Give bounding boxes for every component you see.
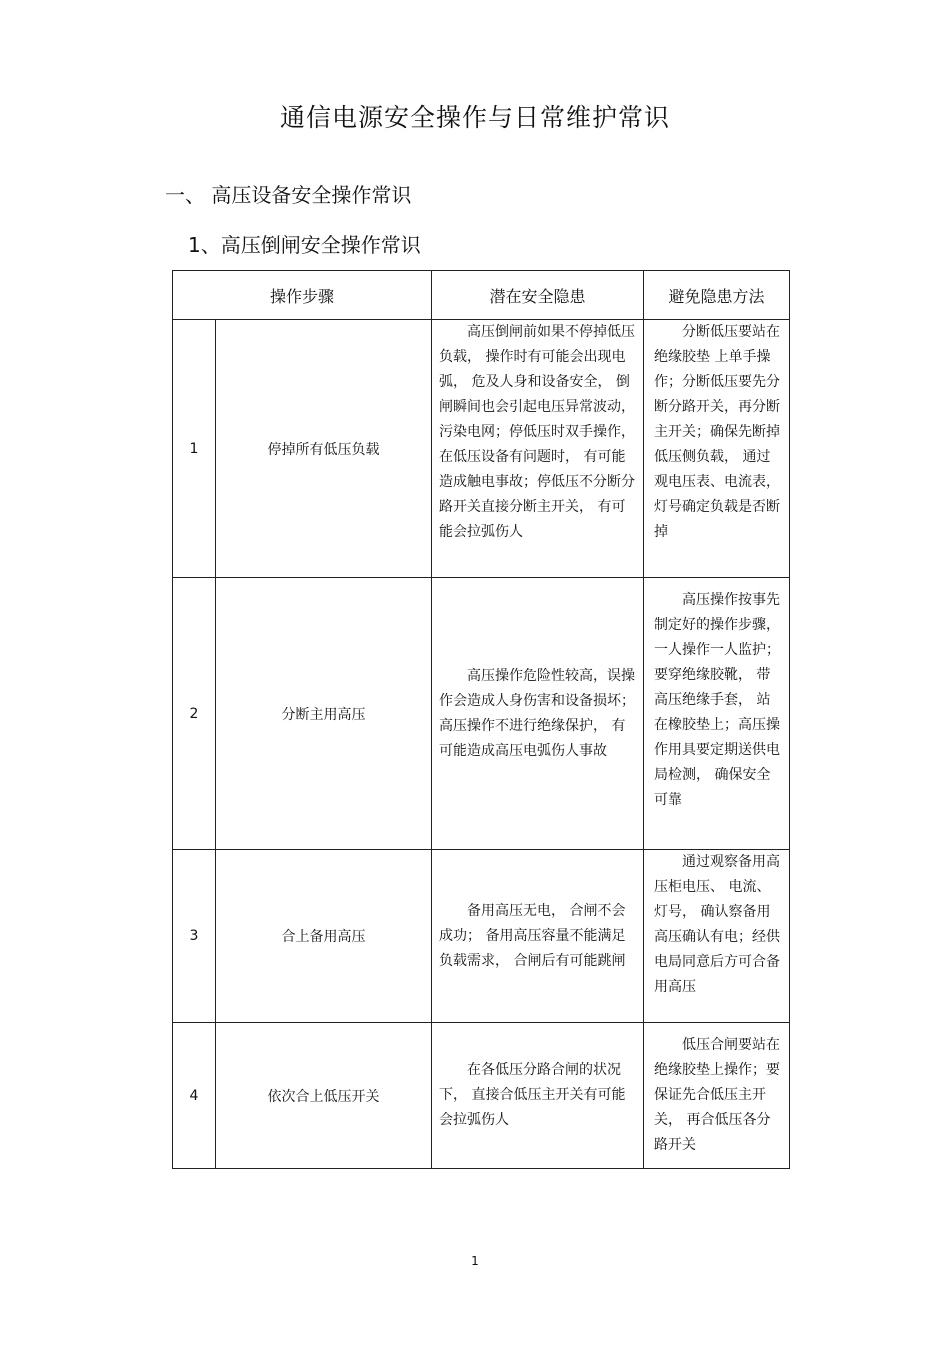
risk-text: 备用高压无电， 合闸不会成功； 备用高压容量不能满足负载需求， 合闸后有可能跳闸 — [439, 902, 626, 969]
table-header-row — [173, 271, 790, 320]
page-number: 1 — [471, 1254, 479, 1268]
risk-cell — [432, 1023, 644, 1169]
risk-cell — [432, 850, 644, 1023]
step-cell: 分断主用高压 — [216, 578, 432, 850]
method-cell — [644, 320, 790, 578]
method-cell — [644, 850, 790, 1023]
row-number: 3 — [173, 850, 216, 1023]
header-step: 操作步骤 — [173, 271, 432, 320]
table-row — [173, 320, 790, 578]
risk-text: 高压倒闸前如果不停掉低压负载， 操作时有可能会出现电弧， 危及人身和设备安全， 倒闸瞬间也会引起电压异常波动，污染电网；停低压时双手操作， 在低压设备有问题时， 有可能造成触电事故；停低压不分断分路开关直接分断主开关， 有可能会拉弧伤人 — [439, 324, 636, 540]
step-cell: 停掉所有低压负载 — [216, 320, 432, 578]
method-text: 通过观察备用高压柜电压、 电流、灯号， 确认察备用高压确认有电；经供电局同意后方可合备用高压 — [654, 854, 781, 995]
risk-cell — [432, 578, 644, 850]
risk-text: 高压操作危险性较高，误操作会造成人身伤害和设备损坏； 高压操作不进行绝缘保护， 有可能造成高压电弧伤人事故 — [439, 667, 636, 759]
risk-text: 在各低压分路合闸的状况下， 直接合低压主开关有可能会拉弧伤人 — [439, 1062, 626, 1128]
method-text: 低压合闸要站在绝缘胶垫上操作；要保证先合低压主开关， 再合低压各分路开关 — [654, 1037, 781, 1153]
subsection-heading: 1、高压倒闸安全操作常识 — [188, 233, 421, 257]
method-text: 高压操作按事先制定好的操作步骤， 一人操作一人监护； 要穿绝缘胶靴， 带高压绝缘手套， 站在橡胶垫上；高压操作用具要定期送供电局检测， 确保安全可靠 — [654, 592, 781, 808]
row-number: 1 — [173, 320, 216, 578]
section-heading: 一、 高压设备安全操作常识 — [165, 183, 412, 207]
document-title: 通信电源安全操作与日常维护常识 — [279, 103, 670, 132]
step-cell: 依次合上低压开关 — [216, 1023, 432, 1169]
row-number: 2 — [173, 578, 216, 850]
operation-table — [172, 270, 790, 1169]
table-row — [173, 578, 790, 850]
risk-cell — [432, 320, 644, 578]
method-cell — [644, 578, 790, 850]
method-text: 分断低压要站在绝缘胶垫 上单手操作；分断低压要先分断分路开关，再分断主开关；确保先断掉低压侧负载， 通过观电压表、电流表，灯号确定负载是否断掉 — [654, 324, 781, 540]
table-row — [173, 1023, 790, 1169]
table-row — [173, 850, 790, 1023]
row-number: 4 — [173, 1023, 216, 1169]
header-risk: 潜在安全隐患 — [432, 271, 644, 320]
method-cell — [644, 1023, 790, 1169]
header-method: 避免隐患方法 — [644, 271, 790, 320]
step-cell: 合上备用高压 — [216, 850, 432, 1023]
